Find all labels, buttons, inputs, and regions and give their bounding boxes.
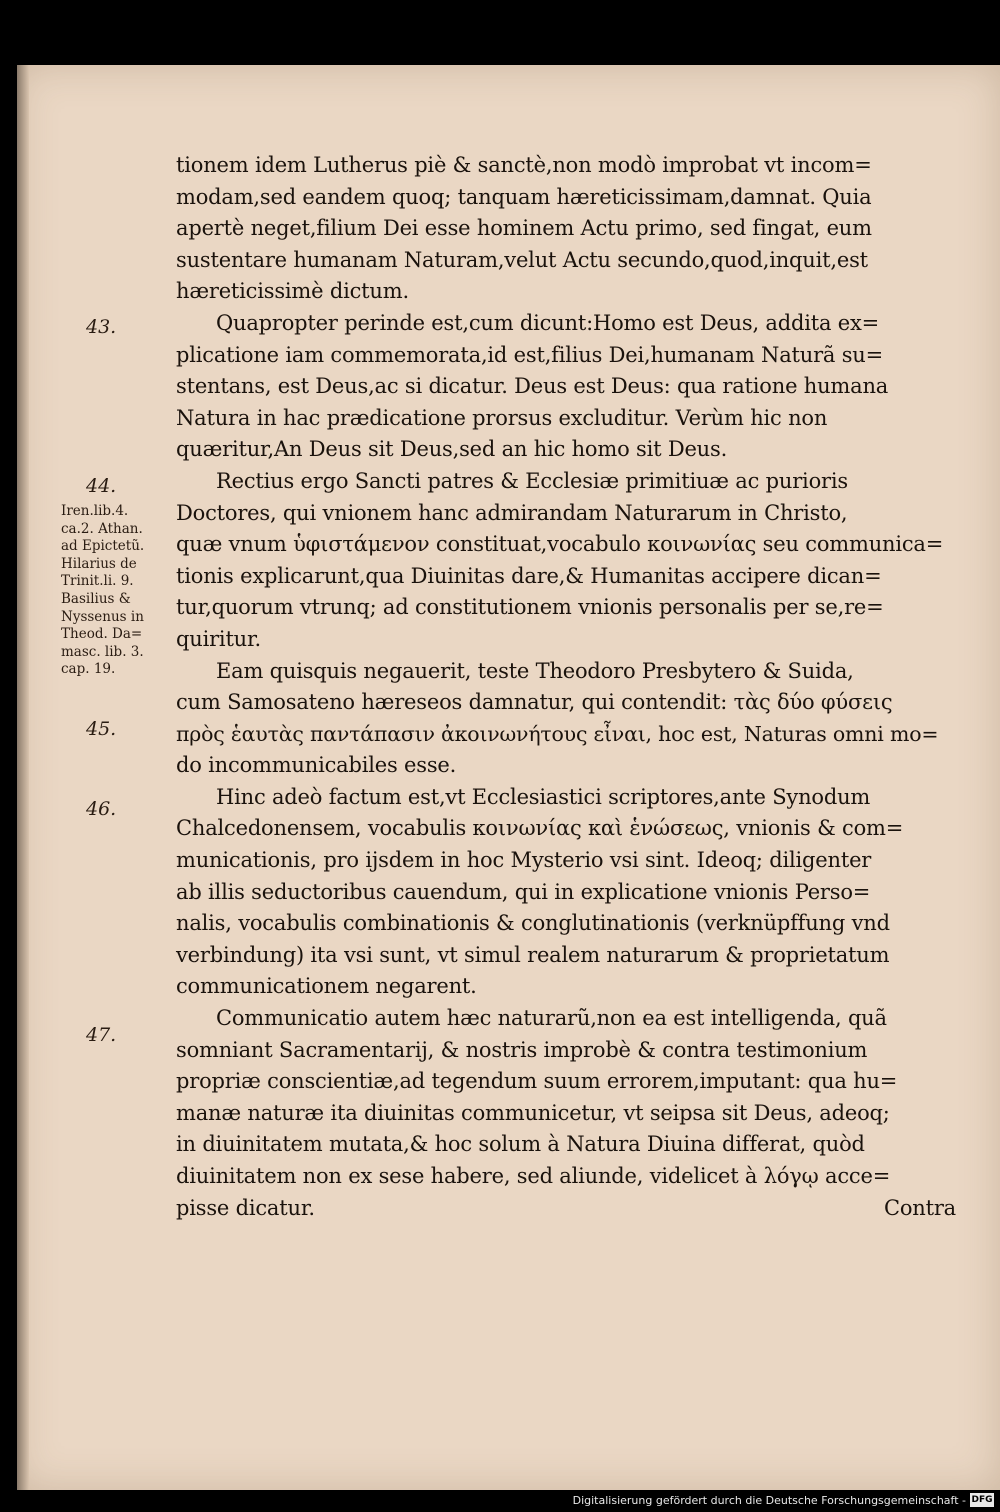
paragraph-number: 46. — [86, 798, 117, 820]
paragraph-number: 45. — [86, 718, 117, 740]
funding-credit: Digitalisierung gefördert durch die Deutsche Forschungsgemeinschaft - — [572, 1494, 966, 1507]
text-line: quiritur. — [176, 626, 262, 651]
margin-note-line: Hilarius de — [61, 555, 137, 572]
text-line: Doctores, qui vnionem hanc admirandam Naturarum in Christo, — [176, 500, 848, 525]
dfg-logo: DFG — [971, 1495, 993, 1505]
margin-note-line: ad Epictetũ. — [61, 538, 145, 555]
text-line-with-catchword — [176, 1193, 956, 1225]
text-line: do incommunicabiles esse. — [176, 753, 457, 778]
marginal-citation — [61, 503, 181, 679]
text-line: communicationem negarent. — [176, 974, 477, 999]
margin-note-line: cap. 19. — [61, 661, 116, 678]
paragraph-number: 44. — [86, 475, 117, 497]
page-binding-edge — [17, 65, 29, 1490]
margin-note-line: Theod. Da= — [61, 626, 143, 643]
margin-note-line: ca.2. Athan. — [61, 520, 143, 537]
text-line: manæ naturæ ita diuinitas communicetur, vt seipsa sit Deus, adeoq; — [176, 1100, 890, 1125]
text-line: apertè neget,filium Dei esse hominem Actu primo, sed fingat, eum — [176, 216, 872, 241]
paragraph-number: 47. — [86, 1024, 117, 1046]
text-line: Natura in hac prædicatione prorsus excluditur. Verùm hic non — [176, 405, 828, 430]
text-line: verbindung) ita vsi sunt, vt simul realem naturarum & proprietatum — [176, 942, 890, 967]
text-line: hæreticissimè dictum. — [176, 279, 409, 304]
margin-note-line: Trinit.li. 9. — [61, 573, 134, 590]
text-line: quæritur,An Deus sit Deus,sed an hic homo sit Deus. — [176, 437, 728, 462]
text-line: propriæ conscientiæ,ad tegendum suum errorem,imputant: qua hu= — [176, 1069, 898, 1094]
text-line: πρὸς ἑαυτὰς παντάπασιν ἀκοινωνήτους εἶναι, hoc est, Naturas omni mo= — [176, 721, 939, 746]
text-line: tionem idem Lutherus piè & sanctè,non modò improbat vt incom= — [176, 153, 872, 177]
text-line: Eam quisquis negauerit, teste Theodoro Presbytero & Suida, — [216, 658, 854, 683]
text-line: modam,sed eandem quoq; tanquam hæreticissimam,damnat. Quia — [176, 184, 872, 209]
text-line: sustentare humanam Naturam,velut Actu secundo,quod,inquit,est — [176, 247, 868, 272]
text-line: municationis, pro ijsdem in hoc Mysterio vsi sint. Ideoq; diligenter — [176, 848, 872, 873]
text-line: Communicatio autem hæc naturarũ,non ea est intelligenda, quã — [216, 1006, 887, 1031]
text-line: stentans, est Deus,ac si dicatur. Deus est Deus: qua ratione humana — [176, 374, 889, 399]
text-line: Chalcedonensem, vocabulis κοινωνίας καὶ ἑνώσεως, vnionis & com= — [176, 816, 904, 841]
catchword: Contra — [883, 1195, 956, 1220]
margin-note-line: Nyssenus in — [61, 608, 144, 625]
text-line: quæ vnum ὑφιστάμενον constituat,vocabulo κοινωνίας seu communica= — [176, 532, 944, 557]
text-line: tionis explicarunt,qua Diuinitas dare,& Humanitas accipere dican= — [176, 563, 882, 588]
text-line: somniant Sacramentarij, & nostris improbè & contra testimonium — [176, 1037, 868, 1062]
text-line: Rectius ergo Sancti patres & Ecclesiæ primitiuæ ac purioris — [216, 468, 848, 493]
text-line: plicatione iam commemorata,id est,filius Dei,humanam Naturã su= — [176, 342, 884, 367]
margin-note-line: Basilius & — [61, 590, 131, 607]
main-text-block — [176, 150, 956, 1224]
text-line: in diuinitatem mutata,& hoc solum à Natura Diuina differat, quòd — [176, 1132, 865, 1157]
text-line: ab illis seductoribus cauendum, qui in explicatione vnionis Perso= — [176, 879, 871, 904]
text-line: nalis, vocabulis combinationis & conglutinationis (verknüpffung vnd — [176, 911, 890, 936]
margin-note-line: Iren.lib.4. — [61, 503, 129, 519]
text-line-final: pisse dicatur. — [176, 1195, 315, 1220]
text-line: Quapropter perinde est,cum dicunt:Homo est Deus, addita ex= — [216, 310, 880, 335]
margin-note-line: masc. lib. 3. — [61, 643, 144, 660]
text-line: cum Samosateno hæreseos damnatur, qui contendit: τὰς δύο φύσεις — [176, 690, 893, 715]
text-line: tur,quorum vtrunq; ad constitutionem vnionis personalis per se,re= — [176, 595, 884, 620]
text-line: Hinc adeò factum est,vt Ecclesiastici scriptores,ante Synodum — [216, 784, 871, 809]
text-line: diuinitatem non ex sese habere, sed aliunde, videlicet à λόγῳ acce= — [176, 1164, 891, 1188]
paragraph-number: 43. — [86, 316, 117, 338]
